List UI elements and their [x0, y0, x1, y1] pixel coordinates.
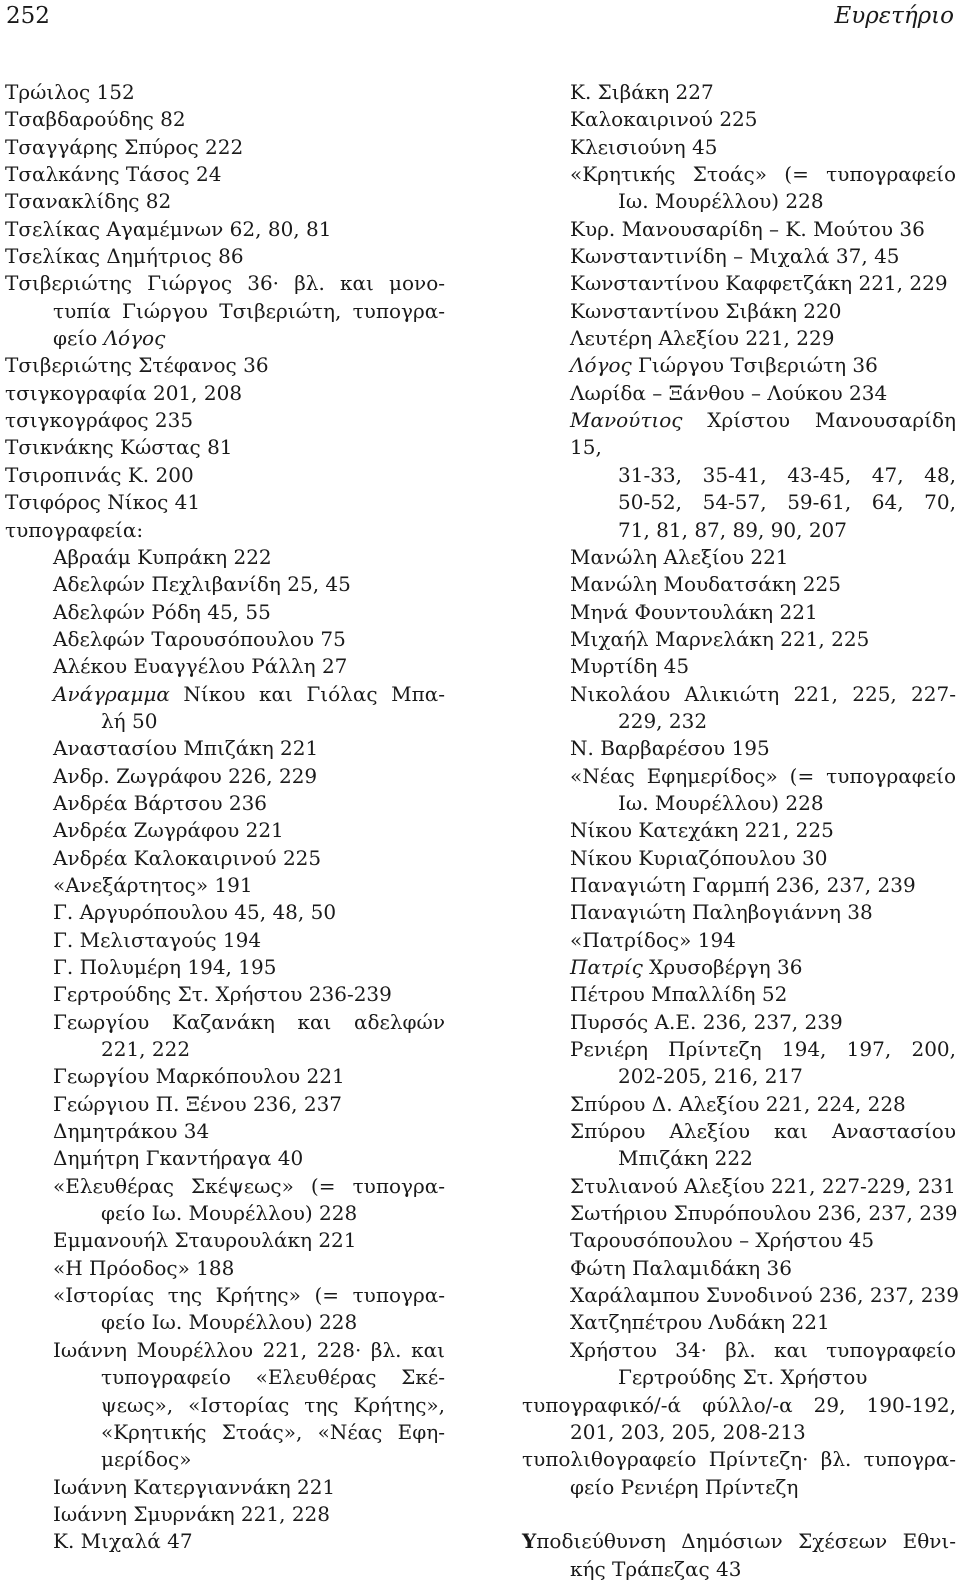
index-subentry-continuation: 71, 81, 87, 89, 90, 207	[618, 517, 847, 542]
index-subentry: Αδελφών Πεχλιβανίδη 25, 45	[53, 572, 351, 597]
index-subentry-continuation: 229, 232	[618, 708, 708, 733]
index-subentry-continuation: 202-205, 216, 217	[618, 1064, 803, 1089]
italic-title: Ανάγραμμα	[53, 681, 170, 706]
index-entry-continuation: κής Τράπεζας 43	[570, 1556, 742, 1581]
index-entry: Τσαγγάρης Σπύρος 222	[5, 134, 244, 159]
index-subentry: Αδελφών Ταρουσόπουλου 75	[53, 626, 346, 651]
section-initial: Υ	[522, 1529, 537, 1554]
index-entry: Τσαβδαρούδης 82	[5, 107, 186, 132]
index-subentry: Λευτέρη Αλεξίου 221, 229	[570, 326, 835, 351]
italic-title: Πατρίς	[570, 955, 643, 979]
index-entry: Τσιροπινάς Κ. 200	[5, 462, 194, 487]
index-subentry: Κωνσταντινίδη – Μιχαλά 37, 45	[570, 244, 900, 269]
index-subentry: Πατρίς Χρυσοβέργη 36	[570, 955, 803, 979]
index-subentry: Παναγιώτη Παληβογιάννη 38	[570, 900, 873, 925]
index-subentry: Ιωάννη Σμυρνάκη 221, 228	[53, 1501, 330, 1526]
index-subentry: Ανάγραμμα Νίκου και Γιόλας Μπα-	[53, 681, 445, 706]
index-subentry: Μιχαήλ Μαρνελάκη 221, 225	[570, 626, 870, 651]
index-entry: Τρώιλος 152	[5, 80, 135, 104]
index-subentry: Μανούτιος Χρίστου Μανουσαρίδη 15,	[570, 408, 956, 460]
index-subentry: Γεωργίου Καζανάκη και αδελφών	[53, 1009, 445, 1034]
index-entry: Τσελίκας Αγαμέμνων 62, 80, 81	[5, 216, 332, 241]
index-subentry-continuation: 221, 222	[101, 1037, 191, 1062]
index-entry-continuation: φείο Λόγος	[53, 326, 166, 351]
index-entry-upsilon: Υποδιεύθυνση Δημόσιων Σχέσεων Εθνι-	[522, 1529, 956, 1554]
index-subentry: Αλέκου Ευαγγέλου Ράλλη 27	[53, 654, 348, 679]
index-subentry-continuation: «Κρητικής Στοάς», «Νέας Εφη-	[101, 1419, 445, 1444]
index-subentry: Κυρ. Μανουσαρίδη – Κ. Μούτου 36	[570, 216, 925, 241]
index-subentry: Μανώλη Μουδατσάκη 225	[570, 572, 841, 597]
index-subentry-continuation: Ιω. Μουρέλλου) 228	[618, 790, 824, 815]
index-subentry: Κ. Μιχαλά 47	[53, 1529, 193, 1554]
index-column-left	[5, 79, 445, 1556]
italic-title: Λόγος	[570, 353, 632, 378]
index-subentry: Ιωάννη Μουρέλλου 221, 228· βλ. και	[53, 1337, 445, 1362]
index-subentry: Δημήτρη Γκαντήραγα 40	[53, 1146, 304, 1171]
index-subentry-continuation: φείο Ιω. Μουρέλλου) 228	[101, 1201, 358, 1226]
index-subentry: Γεώργιου Π. Ξένου 236, 237	[53, 1091, 343, 1116]
page-header	[0, 0, 960, 40]
index-subentry: Σπύρου Αλεξίου και Αναστασίου	[570, 1119, 956, 1144]
index-subentry: Ν. Βαρβαρέσου 195	[570, 736, 770, 761]
index-subentry: Νίκου Κυριαζόπουλου 30	[570, 845, 828, 870]
italic-title: Λόγος	[103, 326, 166, 351]
index-subentry: Ανδρ. Ζωγράφου 226, 229	[53, 763, 318, 788]
index-subentry: Γ. Αργυρόπουλου 45, 48, 50	[53, 900, 337, 925]
index-subentry: Γ. Πολυμέρη 194, 195	[53, 955, 277, 979]
index-subentry: Χατζηπέτρου Λυδάκη 221	[570, 1310, 830, 1335]
index-heading: τυπογραφεία:	[5, 517, 144, 542]
index-entry: Τσανακλίδης 82	[5, 189, 172, 214]
index-entry-continuation: 201, 203, 205, 208-213	[570, 1419, 806, 1444]
index-entry-continuation: τυπία Γιώργου Τσιβεριώτη, τυπογρα-	[53, 298, 445, 323]
index-subentry-continuation: Ιω. Μουρέλλου) 228	[618, 189, 824, 214]
index-entry: τυπολιθογραφείο Πρίντεζη· βλ. τυπογρα-	[522, 1447, 956, 1472]
index-subentry: Ιωάννη Κατεργιαννάκη 221	[53, 1474, 336, 1499]
index-entry: Τσικνάκης Κώστας 81	[5, 435, 233, 460]
index-entry: Τσελίκας Δημήτριος 86	[5, 244, 244, 269]
index-entry: τσιγκογράφος 235	[5, 408, 194, 433]
index-entry: Τσαλκάνης Τάσος 24	[5, 162, 222, 187]
index-subentry: Χρήστου 34· βλ. και τυπογραφείο	[570, 1337, 956, 1362]
index-subentry: Λωρίδα – Ξάνθου – Λούκου 234	[570, 380, 888, 405]
running-head: Ευρετήριο	[834, 3, 954, 29]
index-subentry: Μανώλη Αλεξίου 221	[570, 544, 789, 569]
index-subentry: Κ. Σιβάκη 227	[570, 80, 714, 104]
index-subentry: Στυλιανού Αλεξίου 221, 227-229, 231	[570, 1173, 956, 1198]
index-subentry-continuation: Γερτρούδης Στ. Χρήστου	[618, 1365, 868, 1390]
index-subentry: Αναστασίου Μπιζάκη 221	[53, 736, 319, 761]
index-subentry: Μυρτίδη 45	[570, 654, 690, 679]
index-subentry-continuation: λή 50	[101, 708, 158, 733]
index-subentry: Καλοκαιρινού 225	[570, 107, 758, 132]
index-subentry: Μηνά Φουντουλάκη 221	[570, 599, 818, 624]
index-subentry: «Κρητικής Στοάς» (= τυπογραφείο	[570, 162, 956, 187]
index-subentry: Σπύρου Δ. Αλεξίου 221, 224, 228	[570, 1091, 906, 1116]
index-subentry: Ανδρέα Καλοκαιρινού 225	[53, 845, 322, 870]
index-subentry: Νικολάου Αλικιώτη 221, 225, 227-	[570, 681, 956, 706]
index-subentry-continuation: μερίδος»	[101, 1447, 192, 1472]
index-subentry: Φώτη Παλαμιδάκη 36	[570, 1255, 792, 1280]
index-subentry: Αδελφών Ρόδη 45, 55	[53, 599, 271, 624]
index-subentry: Γ. Μελισταγούς 194	[53, 927, 262, 952]
index-subentry: Χαράλαμπου Συνοδινού 236, 237, 239	[570, 1283, 959, 1308]
index-subentry: Ρενιέρη Πρίντεζη 194, 197, 200,	[570, 1037, 956, 1062]
index-subentry: Λόγος Γιώργου Τσιβεριώτη 36	[570, 353, 878, 378]
index-subentry: Σωτήριου Σπυρόπουλου 236, 237, 239	[570, 1201, 958, 1226]
index-subentry-continuation: ψεως», «Ιστορίας της Κρήτης»,	[101, 1392, 445, 1417]
index-subentry: Πέτρου Μπαλλίδη 52	[570, 982, 788, 1007]
index-entry: Τσιβεριώτης Στέφανος 36	[5, 353, 269, 378]
index-subentry: «Ελευθέρας Σκέψεως» (= τυπογρα-	[53, 1173, 445, 1198]
index-subentry-continuation: Μπιζάκη 222	[618, 1146, 753, 1171]
index-entry: τσιγκογραφία 201, 208	[5, 380, 243, 405]
index-subentry: «Πατρίδος» 194	[570, 927, 736, 952]
index-subentry: Αβραάμ Κυπράκη 222	[53, 544, 272, 569]
index-subentry: Νίκου Κατεχάκη 221, 225	[570, 818, 834, 843]
index-subentry: Ανδρέα Βάρτσου 236	[53, 790, 268, 815]
index-subentry-continuation: τυπογραφείο «Ελευθέρας Σκέ-	[101, 1365, 445, 1390]
section-gap	[522, 1501, 956, 1528]
index-subentry: Ταρουσόπουλου – Χρήστου 45	[570, 1228, 875, 1253]
index-column-right	[522, 79, 959, 1583]
index-entry: Τσιφόρος Νίκος 41	[5, 490, 201, 515]
index-subentry: Κωνσταντίνου Σιβάκη 220	[570, 298, 842, 323]
index-subentry: Πυρσός Α.Ε. 236, 237, 239	[570, 1009, 843, 1034]
index-subentry: Ανδρέα Ζωγράφου 221	[53, 818, 284, 843]
index-subentry: Δημητράκου 34	[53, 1119, 210, 1144]
index-subentry: «Ιστορίας της Κρήτης» (= τυπογρα-	[53, 1283, 445, 1308]
index-subentry: Παναγιώτη Γαρμπή 236, 237, 239	[570, 872, 916, 897]
index-entry-continuation: φείο Ρενιέρη Πρίντεζη	[570, 1474, 799, 1499]
index-subentry: Κωνσταντίνου Καφφετζάκη 221, 229	[570, 271, 948, 296]
index-entry: τυπογραφικό/-ά φύλλο/-α 29, 190-192,	[522, 1392, 956, 1417]
index-subentry: «Ανεξάρτητος» 191	[53, 872, 253, 897]
index-subentry-continuation: 50-52, 54-57, 59-61, 64, 70,	[618, 490, 956, 515]
index-subentry-continuation: 31-33, 35-41, 43-45, 47, 48,	[618, 462, 956, 487]
index-subentry-continuation: φείο Ιω. Μουρέλλου) 228	[101, 1310, 358, 1335]
index-subentry: «Η Πρόοδος» 188	[53, 1255, 235, 1280]
index-subentry: «Νέας Εφημερίδος» (= τυπογραφείο	[570, 763, 956, 788]
index-entry: Τσιβεριώτης Γιώργος 36· βλ. και μονο-	[5, 271, 445, 296]
index-subentry: Εμμανουήλ Σταυρουλάκη 221	[53, 1228, 357, 1253]
italic-title: Μανούτιος	[570, 408, 683, 433]
index-subentry: Γερτρούδης Στ. Χρήστου 236-239	[53, 982, 392, 1007]
index-subentry: Κλεισιούνη 45	[570, 134, 718, 159]
index-subentry: Γεωργίου Μαρκόπουλου 221	[53, 1064, 345, 1089]
page-number: 252	[6, 3, 50, 29]
